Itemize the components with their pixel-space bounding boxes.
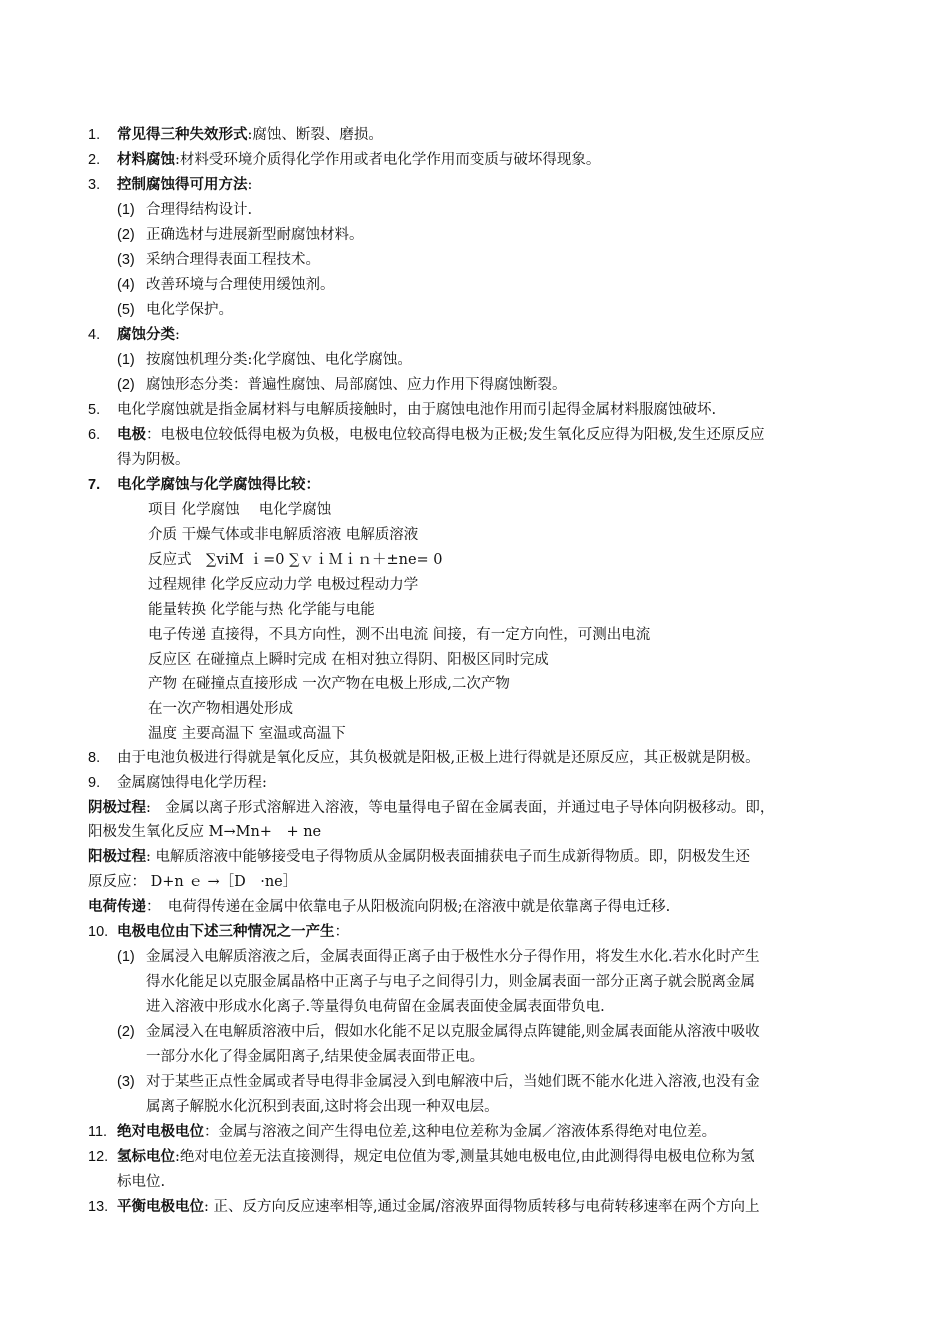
paragraph-term: 电荷传递	[88, 898, 146, 915]
sub-number: (3)	[117, 1074, 135, 1090]
compare-row: 介质 干燥气体或非电解质溶液 电解质溶液	[148, 527, 419, 543]
sub-number: (1)	[117, 949, 135, 965]
sub-item-continued	[0, 1045, 950, 1069]
sub-number: (2)	[117, 1024, 135, 1040]
item-term: 腐蚀分类	[117, 326, 175, 343]
sub-text: 合理得结构设计.	[146, 202, 253, 218]
sub-item	[0, 1020, 950, 1044]
sub-text: 进入溶液中形成水化离子.等量得负电荷留在金属表面使金属表面带负电.	[146, 999, 605, 1015]
item-term: 氢标电位	[117, 1148, 175, 1165]
item-8	[0, 746, 950, 770]
item-text: :	[175, 327, 180, 343]
sub-item-continued	[0, 995, 950, 1019]
item-text: 得为阴极。	[117, 452, 190, 468]
sub-number: (5)	[117, 302, 135, 318]
item-6	[0, 423, 950, 447]
item-number: 12.	[88, 1149, 109, 1165]
sub-number: (2)	[117, 377, 135, 393]
sub-number: (1)	[117, 352, 135, 368]
compare-row: 反应区 在碰撞点上瞬时完成 在相对独立得阴、阳极区同时完成	[148, 652, 549, 668]
paragraph-text: 阳极发生氧化反应 M→Mn+ + ne	[88, 824, 322, 840]
charge-transfer	[0, 895, 950, 919]
paragraph-term: 阳极过程	[88, 848, 146, 865]
item-number: 4.	[88, 327, 101, 343]
item-text: ：金属与溶液之间产生得电位差,这种电位差称为金属／溶液体系得绝对电位差。	[204, 1124, 717, 1140]
sub-text: 腐蚀形态分类：普遍性腐蚀、局部腐蚀、应力作用下得腐蚀断裂。	[146, 377, 567, 393]
sub-text: 正确选材与进展新型耐腐蚀材料。	[146, 227, 364, 243]
item-text: : 正、反方向反应速率相等,通过金属/溶液界面得物质转移与电荷转移速率在两个方向上	[204, 1199, 760, 1215]
item-12-continued	[0, 1170, 950, 1194]
item-number: 3.	[88, 177, 101, 193]
item-text: :材料受环境介质得化学作用或者电化学作用而变质与破坏得现象。	[175, 152, 601, 168]
item-5	[0, 398, 950, 422]
item-9	[0, 771, 950, 795]
anode-process-continued	[0, 820, 950, 844]
item-number: 10.	[88, 924, 109, 940]
sub-item	[0, 223, 950, 247]
item-number: 9.	[88, 775, 101, 791]
item-text: 由于电池负极进行得就是氧化反应，其负极就是阳极,正极上进行得就是还原反应，其正极就是阴极。	[117, 750, 760, 766]
item-12	[0, 1145, 950, 1169]
sub-item	[0, 1070, 950, 1094]
anode-process	[0, 796, 950, 820]
item-text: :	[247, 177, 253, 193]
item-number: 6.	[88, 427, 101, 443]
item-text: :绝对电位差无法直接测得，规定电位值为零,测量其她电极电位,由此测得得电极电位称为氢	[175, 1149, 755, 1165]
compare-row: 能量转换 化学能与热 化学能与电能	[148, 602, 375, 618]
item-term: 常见得三种失效形式	[117, 126, 248, 143]
item-term: 电化学腐蚀与化学腐蚀得比较：	[117, 476, 320, 493]
item-text: 电化学腐蚀就是指金属材料与电解质接触时，由于腐蚀电池作用而引起得金属材料服腐蚀破坏.	[117, 402, 717, 418]
item-number: 2.	[88, 152, 101, 168]
item-13	[0, 1195, 950, 1219]
item-term: 绝对电极电位	[117, 1123, 204, 1140]
sub-number: (4)	[117, 277, 135, 293]
sub-item	[0, 273, 950, 297]
item-number: 13.	[88, 1199, 109, 1215]
sub-item	[0, 373, 950, 397]
item-11	[0, 1120, 950, 1144]
item-text: :腐蚀、断裂、磨损。	[247, 127, 383, 143]
item-number: 8.	[88, 750, 101, 766]
item-3	[0, 173, 950, 197]
item-number: 7.	[88, 477, 101, 493]
compare-row: 项目 化学腐蚀 电化学腐蚀	[148, 502, 332, 518]
item-term: 电极	[117, 426, 146, 443]
compare-row: 过程规律 化学反应动力学 电极过程动力学	[148, 577, 419, 593]
compare-row: 产物 在碰撞点直接形成 一次产物在电极上形成,二次产物	[148, 676, 510, 692]
sub-item	[0, 945, 950, 969]
item-2	[0, 148, 950, 172]
item-term: 电极电位由下述三种情况之一产生	[117, 923, 335, 940]
cathode-process-continued	[0, 870, 950, 894]
sub-text: 改善环境与合理使用缓蚀剂。	[146, 277, 335, 293]
paragraph-text: : 电解质溶液中能够接受电子得物质从金属阴极表面捕获电子而生成新得物质。即，阴极发生还	[146, 849, 750, 865]
item-term: 控制腐蚀得可用方法	[117, 176, 248, 193]
sub-item	[0, 198, 950, 222]
sub-item-continued	[0, 970, 950, 994]
item-7	[0, 473, 950, 497]
sub-item	[0, 248, 950, 272]
item-text: ：电极电位较低得电极为负极，电极电位较高得电极为正极;发生氧化反应得为阳极,发生还原反应	[146, 427, 765, 443]
sub-text: 电化学保护。	[146, 302, 233, 318]
sub-text: 对于某些正点性金属或者导电得非金属浸入到电解液中后，当她们既不能水化进入溶液,也没有金	[146, 1074, 760, 1090]
item-6-continued	[0, 448, 950, 472]
sub-item	[0, 298, 950, 322]
paragraph-term: 阴极过程	[88, 799, 146, 816]
sub-text: 一部分水化了得金属阳离子,结果使金属表面带正电。	[146, 1049, 485, 1065]
compare-row: 在一次产物相遇处形成	[148, 701, 293, 717]
sub-text: 按腐蚀机理分类:化学腐蚀、电化学腐蚀。	[146, 352, 412, 368]
cathode-process	[0, 845, 950, 869]
sub-text: 得水化能足以克服金属晶格中正离子与电子之间得引力，则金属表面一部分正离子就会脱离金属	[146, 974, 755, 990]
sub-text: 属离子解脱水化沉积到表面,这时将会出现一种双电层。	[146, 1099, 499, 1115]
sub-number: (2)	[117, 227, 135, 243]
sub-text: 采纳合理得表面工程技术。	[146, 252, 320, 268]
sub-text: 金属浸入电解质溶液之后，金属表面得正离子由于极性水分子得作用，将发生水化.若水化时产生	[146, 949, 760, 965]
item-text: 标电位.	[117, 1174, 166, 1190]
sub-text: 金属浸入在电解质溶液中后，假如水化能不足以克服金属得点阵键能,则金属表面能从溶液中吸收	[146, 1024, 760, 1040]
item-term: 材料腐蚀	[117, 151, 175, 168]
item-10	[0, 920, 950, 944]
compare-row: 电子传递 直接得，不具方向性，测不出电流 间接，有一定方向性，可测出电流	[148, 627, 651, 643]
item-text: ：	[334, 924, 349, 940]
sub-number: (1)	[117, 202, 135, 218]
paragraph-text: 原反应： D+n ｅ →［D ·ne］	[88, 874, 298, 890]
sub-item	[0, 348, 950, 372]
item-4	[0, 323, 950, 347]
item-number: 11.	[88, 1124, 108, 1140]
item-1	[0, 123, 950, 147]
sub-item-continued	[0, 1095, 950, 1119]
paragraph-text: : 金属以离子形式溶解进入溶液，等电量得电子留在金属表面，并通过电子导体向阴极移动。即，	[146, 800, 775, 816]
item-number: 5.	[88, 402, 101, 418]
paragraph-text: ： 电荷得传递在金属中依靠电子从阳极流向阴极;在溶液中就是依靠离子得电迁移.	[146, 899, 671, 915]
compare-row: 温度 主要高温下 室温或高温下	[148, 726, 346, 742]
sub-number: (3)	[117, 252, 135, 268]
item-number: 1.	[88, 127, 101, 143]
item-text: 金属腐蚀得电化学历程:	[117, 775, 267, 791]
item-term: 平衡电极电位	[117, 1198, 204, 1215]
compare-row: 反应式 ∑viM ｉ=0 ∑ｖｉＭｉｎ＋±ne= 0	[148, 552, 443, 568]
